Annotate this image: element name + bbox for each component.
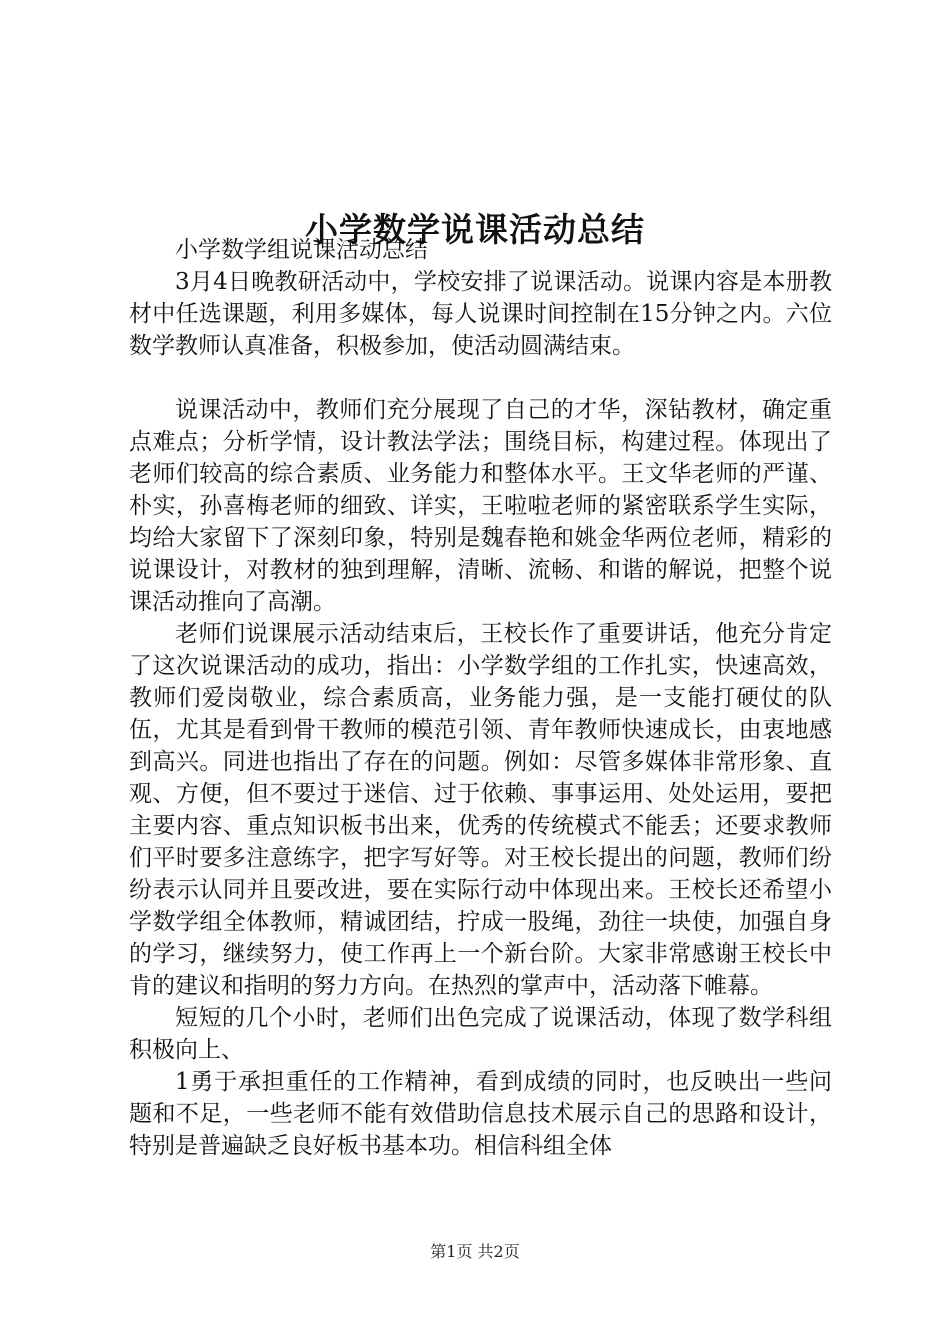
paragraph-activity: 说课活动中，教师们充分展现了自己的才华，深钻教材，确定重点难点；分析学情，设计教法学法；围绕目标，构建过程。体现出了老师们较高的综合素质、业务能力和整体水平。王文华老师的严谨、朴实，孙喜梅老师的细致、详实，王啦啦老师的紧密联系学生实际，均给大家留下了深刻印象，特别是魏春艳和姚金华两位老师，精彩的说课设计，对教材的独到理解，清晰、流畅、和谐的解说，把整个说课活动推向了高潮。 — [129, 397, 832, 615]
paragraph-principal-speech: 老师们说课展示活动结束后，王校长作了重要讲话，他充分肯定了这次说课活动的成功，指出：小学数学组的工作扎实，快速高效，教师们爱岗敬业，综合素质高，业务能力强，是一支能打硬仗的队伍，尤其是看到骨干教师的模范引领、青年教师快速成长，由衷地感到高兴。同进也指出了存在的问题。例如：尽管多媒体非常形象、直观、方便，但不要过于迷信、过于依赖、事事运用、处处运用，要把主要内容、重点知识板书出来，优秀的传统模式不能丢；还要求教师们平时要多注意练字，把字写好等。对王校长提出的问题，教师们纷纷表示认同并且要改进，要在实际行动中体现出来。王校长还希望小学数学组全体教师，精诚团结，拧成一股绳，劲往一块使，加强自身的学习，继续努力，使工作再上一个新台阶。大家非常感谢王校长中肯的建议和指明的努力方向。在热烈的掌声中，活动落下帷幕。 — [129, 621, 832, 999]
paragraph-intro: 3月4日晚教研活动中，学校安排了说课活动。说课内容是本册教材中任选课题，利用多媒体，每人说课时间控制在15分钟之内。六位数学教师认真准备，积极参加，使活动圆满结束。 — [129, 269, 832, 359]
document-body — [129, 234, 832, 1162]
page-footer: 第1页 共2页 — [430, 1242, 520, 1261]
document-title: 小学数学说课活动总结 — [305, 210, 645, 250]
paragraph-reflection: 1勇于承担重任的工作精神，看到成绩的同时，也反映出一些问题和不足，一些老师不能有效借助信息技术展示自己的思路和设计，特别是普遍缺乏良好板书基本功。相信科组全体 — [129, 1069, 832, 1159]
paragraph-summary: 短短的几个小时，老师们出色完成了说课活动，体现了数学科组积极向上、 — [129, 1005, 832, 1063]
paragraph-subtitle: 小学数学组说课活动总结 — [175, 237, 428, 263]
